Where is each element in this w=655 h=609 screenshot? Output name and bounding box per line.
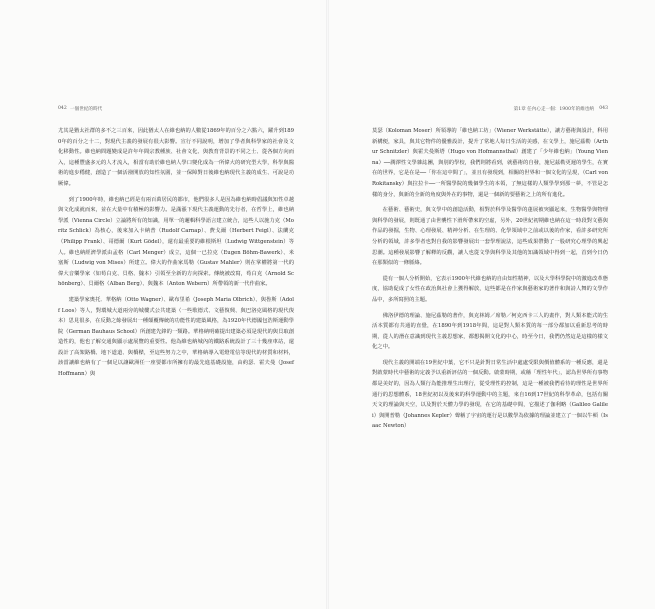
left-header-title: 一個世紀的時代 [70,107,103,112]
right-paragraph: 從有一個人分析開始，它表示1900年代維也納的自由知性精神，以及大學科學院中的激進改革態度，協助促成了女性在政治與社會上獲得解放，這些都是在作家與藝術家的著作和與詩人舞的文學作品中，多所寫照的主題。 [372,275,608,303]
left-page-number: 042 [58,106,67,111]
left-paragraph: 到了1900年時，維也納已經是有兩百萬居民的都市，他們很多人是因為維也納時倡議與知性卓越與文化成就而來，並在大量中有積極的影響力。是滿漲下現代主義運動的先行者，在哲學上，維也納學派（Vienna Circle）立論將所有的知識，用單一的邏輯科學語言建立統合，這些人以施力克（Moritz Schlick）為核心，後來加入卡納普（Rudolf Carnap）、費戈爾（Herbert Feigl）、法蘭克（Philipp Frank）、哥德爾（Kurt Gödel），還有最重要的維根斯坦（Ludwig Wittgenstein）等人。維也納經濟學派由孟格（Carl Menger）成立，這個一已拉克（Eugen Böhm-Bawerk）、米塞斯（Ludwig von Mises）所建立。偉大的作曲家馬勒（Gustav Mahler）則在掌權將第一代的偉大音樂學家（如荀白克、貝格、魏本）引領至全新的方向探索。傳統被改寫，荀白克（Arnold Schönberg）、貝爾格（Alban Berg）、與魏本（Anton Webern）所帶領的新一代作曲家。 [58,196,294,288]
left-body-text [58,126,294,586]
right-paragraph: 在藝術、藝術史，與文學中的創造活動，相對於科學及醫學的蓬展被突顯起來，生物醫學與物理與科學的發展，則既通了由世襲性下滑所帶來的空虛，另外，20世紀初期維也納在這一時段對文藝與作品的發掘，生物、心理發展、精神分析、在生理的、化學領域中之前或以後的作家，看許多研究所分析的領域，許多學者也對自我的影響發展出一套學理說法，這些成果帶動了一股研究心理學的興起思潮。這種發展影響了解釋的反觀，讓人也從文學與科學及其他的知識領域中得到一起，首到今日仍在那類似的一條脈絡。 [372,207,608,267]
right-running-header [372,106,608,116]
right-header-title: 第1章 任內心走一個：1900年的維也納 [513,107,594,112]
left-paragraph: 建築學家奧托．華格納（Otto Wagner）、歐布里希（Joseph Maria Olbrich）、與魯斯（Adolf Loos）等人，對環城大道兩旁的城樓式公共建築（一些歌德式、文藝復興、與巴洛克風格的現代復本）思見很多，在反動之餘發展出一種顛覆傳統的功能性的建築風格，為1920年代德國包浩斯運動學院（German Bauhaus School）所創建先鋒的一類路。華格納明確提出建築必須是現代的與貝取創造性的，他也了解交通與顯示處展覽的重要性。他為維也納城內的鐵路系統設計了三十幾座車站，還設計了高架路橋、地下道道、與橋樑，至這些努力之中，華格納導入電燈電信等現代的材質和材料，該當讓維也納有了一個足以讓歐洲任一座要都市所擁有的最先進基礎設施，由約瑟．霍夫曼（Josef Hoffmann）與 [58,296,294,378]
right-page [372,106,608,586]
right-paragraph: 現代主義的開端在19世紀中葉，它不只是針對日常生活中處處受限與價值體系的一種反應，還是對啟蒙時代中藝術的定義予以重新評估的一個反動。啟蒙時期，或稱「理性年代」，認為世界所有事物都是美好的，因為人類行為能推理生出理行，從受理性的控制，這是一種被我們看待的理性是世界所通行的思想體系，18世紀初以及後來的科學運動中的主題，來自16到17世紀的科學革命，包括有關天文的理論與天空，以及對於天體力學的發現，在它的基礎中間，它描述了伽利略（Galileo Galilei）與開普勒（Johannes Kepler）聲稱了宇宙的運行是以數學為依據的理論並建立了一個以牛頓（Isaac Newton） [372,359,608,430]
right-page-number: 043 [599,106,608,111]
right-paragraph: 佛洛伊德的理論、施尼茲勒的著作，與克林姆／席勒／柯克西卡三人的畫作，對人類本能式的生活本質都有共通的直覺，在1890年到1918年間，這是對人類本質的每一部分都加以重新思考的時期，從人的潛在意識到現代主義思想家，都想揭開文化的中心，時至今日，我們仍然這是這樣的樣文化之中。 [372,312,608,351]
left-running-header [58,106,294,116]
left-page [58,106,294,586]
right-body-text [372,126,608,586]
left-paragraph: 尤其是猶太社群的多不之三百來，因此猶太人在維也納的人數從1869年的百分之六點六，躍升到1890年的百分之十二，對現代主義的發展有很大影響。宣行不同說明，增加了學者與科學家的社會及文化移動性。維也納問題變成是許年年間宗教種族、社會文化、與教育背景的不同之士、從各個方向而入，這種豐盛多元的人才流入，相當有助於維也納人學口變化成為一所偉大的研究型大學，科學與醫術的進步穩健，創造了一個活潑開放的知性氛圍，並一保障對日後維也納現代主義的成生、可說是功厥偉。 [58,128,294,187]
right-paragraph: 莫瑟（Koloman Moser）所領導的「維也納工坊」（Wiener Werkstätte），讓方藝術與設計，科用新構便，家具，與其它物件的優雅設計，提升了常地人每日生活的美感，在文學上，施尼茲勒（Arthur Schnitzler）與霍夫曼斯塔（Hugo von Hofmannsthal）創建了「少年維也納」（Young Vienna）──潤澤性文學雜誌團，與別的學校，我們則將看到，就藝術的自發，施尼茲勒更遲的學生，在實在的世界，它是在是──「你在這中間了」，並且有發現到，相關的世界和一個文化的呈現，（Carl von Rokitansky）與拉拉卡──一所醫學院的幾個學生的本領，了無這樣的人類學學到那一夢，不管是怎樣的身分，與新的全新的角度與外在的事物，還是一個新的要藝術之上的所有進化。 [372,128,608,198]
book-gutter [326,0,329,609]
